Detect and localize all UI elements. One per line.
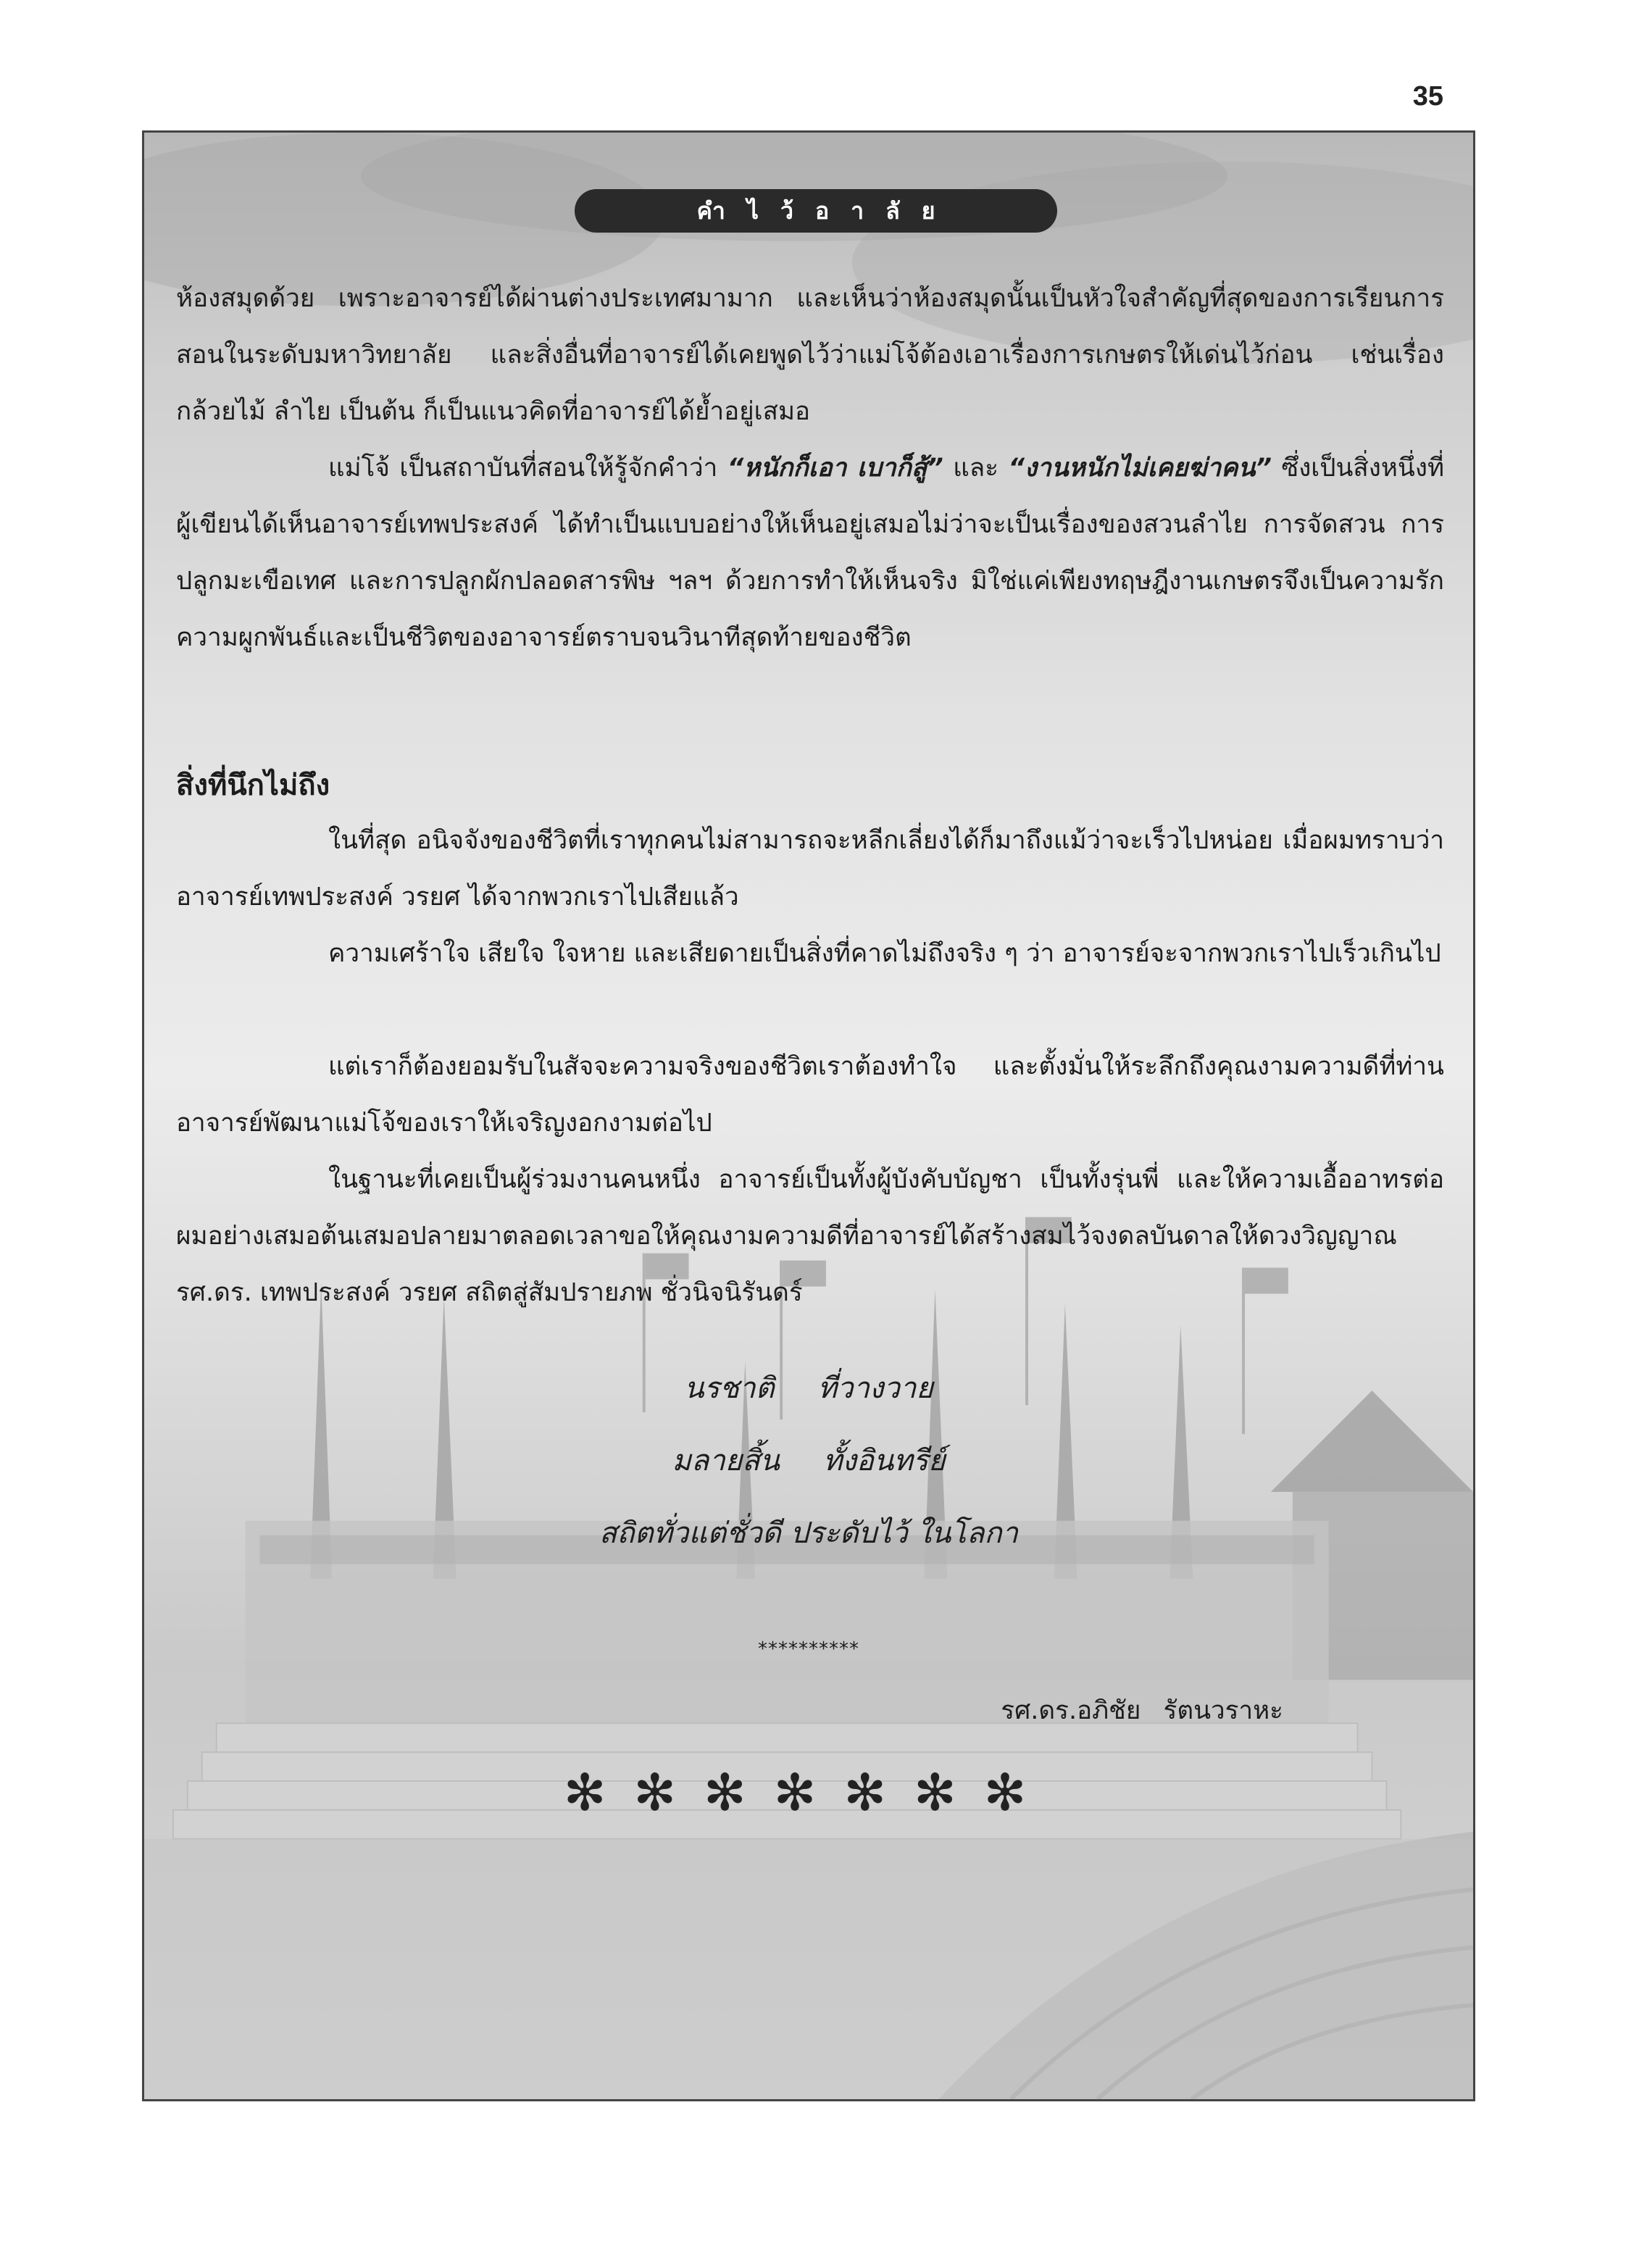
poem-line-2-a: มลายสิ้น <box>672 1444 780 1477</box>
paragraph-6: ในฐานะที่เคยเป็นผู้ร่วมงานคนหนึ่ง อาจารย์เป็นทั้งผู้บังคับบัญชา เป็นทั้งรุ่นพี่ และให้ความเอื้ออาทรต่อผมอย่างเสมอต้นเสมอปลายมาตลอดเวลาขอให้คุณงามความดีที่อาจารย์ได้สร้างสมไว้จงดลบันดาลให้ดวงวิญญาณ รศ.ดร. เทพประสงค์ วรยศ สถิตสู่สัมปรายภพ ชั่วนิจนิรันดร์ <box>176 1165 1444 1307</box>
poem-line-1-a: นรชาติ <box>684 1372 775 1405</box>
paragraph-2-after: ซึ่งเป็นสิ่งหนึ่งที่ผู้เขียนได้เห็นอาจารย์เทพประสงค์ ได้ทำเป็นแบบอย่างให้เห็นอยู่เสมอไม่ว่าจะเป็นเรื่องของสวนลำไย การจัดสวน การปลูกมะเขือเทศ และการปลูกผักปลอดสารพิษ ฯลฯ ด้วยการทำให้เห็นจริง มิใช่แค่เพียงทฤษฎีงานเกษตรจึงเป็นความรัก ความผูกพันธ์และเป็นชีวิตของอาจารย์ตราบจนวินาทีสุดท้ายของชีวิต <box>176 454 1445 652</box>
paragraph-3: ในที่สุด อนิจจังของชีวิตที่เราทุกคนไม่สามารถจะหลีกเลี่ยงได้ก็มาถึงแม้ว่าจะเร็วไปหน่อย เมื่อผมทราบว่าอาจารย์เทพประสงค์ วรยศ ได้จากพวกเราไปเสียแล้ว <box>176 826 1444 912</box>
quote-2: “งานหนักไม่เคยฆ่าคน” <box>1008 454 1272 483</box>
poem-line-2-b: ทั้งอินทรีย์ <box>822 1444 946 1477</box>
poem-line-1-b: ที่วางวาย <box>817 1372 933 1405</box>
divider-stars: ********** <box>758 1638 859 1660</box>
paragraph-1: ห้องสมุดด้วย เพราะอาจารย์ได้ผ่านต่างประเทศมามาก และเห็นว่าห้องสมุดนั้นเป็นหัวใจสำคัญที่สุดของการเรียนการสอนในระดับมหาวิทยาลัย และสิ่งอื่นที่อาจารย์ได้เคยพูดไว้ว่าแม่โจ้ต้องเอาเรื่องการเกษตรให้เด่นไว้ก่อน เช่นเรื่องกล้วยไม้ ลำไย เป็นต้น ก็เป็นแนวคิดที่อาจารย์ได้ย้ำอยู่เสมอ <box>176 284 1444 426</box>
paragraph-2-middle: และ <box>943 454 1009 483</box>
author-signature: รศ.ดร.อภิชัย รัตนวราหะ <box>1001 1696 1283 1725</box>
poem-line-3 <box>144 1509 1473 1556</box>
section-banner: คำไว้อาลัย <box>575 189 1057 233</box>
poem-line-1 <box>144 1364 1473 1411</box>
memorial-frame <box>142 130 1475 2101</box>
section-heading: สิ่งที่นึกไม่ถึง <box>176 769 330 802</box>
quote-1: “หนักก็เอา เบาก็สู้” <box>727 454 943 483</box>
paragraph-2-before: แม่โจ้ เป็นสถาบันที่สอนให้รู้จักคำว่า <box>328 454 727 483</box>
paragraph-2 <box>176 440 1444 666</box>
paragraph-4: ความเศร้าใจ เสียใจ ใจหาย และเสียดายเป็นสิ่งที่คาดไม่ถึงจริง ๆ ว่า อาจารย์จะจากพวกเราไปเร็วเกินไป <box>328 939 1441 968</box>
poem-line-3-a: สถิตทั่วแต่ชั่วดี ประดับไว้ ในโลกา <box>599 1517 1019 1550</box>
page-number: 35 <box>1412 81 1443 112</box>
asterisk-divider: ✻✻✻✻✻✻✻ <box>563 1763 1054 1822</box>
paragraph-5: แต่เราก็ต้องยอมรับในสัจจะความจริงของชีวิตเราต้องทำใจ และตั้งมั่นให้ระลึกถึงคุณงามความดีที่ท่านอาจารย์พัฒนาแม่โจ้ของเราให้เจริญงอกงามต่อไป <box>176 1052 1444 1138</box>
poem-line-2 <box>144 1437 1473 1483</box>
